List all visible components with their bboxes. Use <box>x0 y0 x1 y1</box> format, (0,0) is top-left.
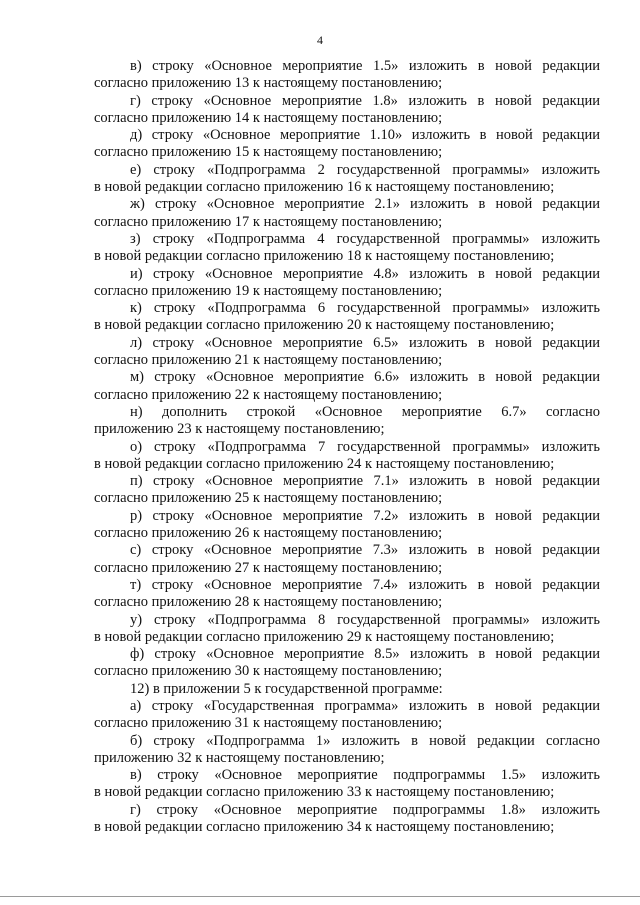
paragraph-line: у) строку «Подпрограмма 8 государственной программы» изложить <box>130 611 600 628</box>
paragraph-line: г) строку «Основное мероприятие 1.8» изложить в новой редакции <box>130 92 600 109</box>
paragraph-line: м) строку «Основное мероприятие 6.6» изложить в новой редакции <box>130 369 600 386</box>
paragraph-b <box>94 733 600 768</box>
paragraph-line: в новой редакции согласно приложению 18 к настоящему постановлению; <box>94 248 555 265</box>
paragraph-line: и) строку «Основное мероприятие 4.8» изложить в новой редакции <box>130 265 600 282</box>
paragraph-line: р) строку «Основное мероприятие 7.2» изложить в новой редакции <box>130 507 600 524</box>
paragraph-e <box>94 162 600 197</box>
paragraph-line: н) дополнить строкой «Основное мероприятие 6.7» согласно <box>130 403 600 420</box>
paragraph-line: г) строку «Основное мероприятие подпрограммы 1.8» изложить <box>130 801 600 818</box>
paragraph-line: п) строку «Основное мероприятие 7.1» изложить в новой редакции <box>130 473 600 490</box>
paragraph-line: в новой редакции согласно приложению 34 к настоящему постановлению; <box>94 819 555 836</box>
paragraph-line: в) строку «Основное мероприятие 1.5» изложить в новой редакции <box>130 58 600 74</box>
paragraph-v2 <box>94 767 600 802</box>
paragraph-k <box>94 300 600 335</box>
paragraph-line: согласно приложению 17 к настоящему постановлению; <box>94 213 443 230</box>
paragraph-line: согласно приложению 14 к настоящему постановлению; <box>94 109 443 126</box>
paragraph-p <box>94 473 600 508</box>
paragraph-line: 12) в приложении 5 к государственной программе: <box>130 680 443 697</box>
paragraph-line: в новой редакции согласно приложению 20 к настоящему постановлению; <box>94 317 555 334</box>
paragraph-line: согласно приложению 21 к настоящему постановлению; <box>94 352 443 369</box>
paragraph-line: в) строку «Основное мероприятие подпрограммы 1.5» изложить <box>130 767 600 784</box>
paragraph-u <box>94 612 600 647</box>
paragraph-line: в новой редакции согласно приложению 33 к настоящему постановлению; <box>94 784 555 801</box>
document-body <box>94 58 600 836</box>
paragraph-line: к) строку «Подпрограмма 6 государственной программы» изложить <box>130 300 600 317</box>
paragraph-s <box>94 542 600 577</box>
paragraph-line: в новой редакции согласно приложению 16 к настоящему постановлению; <box>94 179 555 196</box>
paragraph-line: согласно приложению 25 к настоящему постановлению; <box>94 490 443 507</box>
paragraph-line: ф) строку «Основное мероприятие 8.5» изложить в новой редакции <box>130 646 600 663</box>
scan-bottom-edge <box>0 896 640 897</box>
paragraph-g <box>94 93 600 128</box>
paragraph-line: с) строку «Основное мероприятие 7.3» изложить в новой редакции <box>130 542 600 559</box>
paragraph-line: согласно приложению 28 к настоящему постановлению; <box>94 594 443 611</box>
paragraph-line: в новой редакции согласно приложению 24 к настоящему постановлению; <box>94 455 555 472</box>
paragraph-line: з) строку «Подпрограмма 4 государственной программы» изложить <box>130 230 600 247</box>
paragraph-line: л) строку «Основное мероприятие 6.5» изложить в новой редакции <box>130 334 600 351</box>
paragraph-t <box>94 577 600 612</box>
paragraph-n <box>94 404 600 439</box>
paragraph-line: согласно приложению 13 к настоящему постановлению; <box>94 75 443 92</box>
paragraph-o <box>94 439 600 474</box>
paragraph-a <box>94 698 600 733</box>
paragraph-l <box>94 335 600 370</box>
paragraph-line: приложению 32 к настоящему постановлению; <box>94 749 385 766</box>
page-number: 4 <box>317 33 323 47</box>
paragraph-item-12 <box>94 681 600 698</box>
paragraph-line: т) строку «Основное мероприятие 7.4» изложить в новой редакции <box>130 576 600 593</box>
paragraph-z <box>94 231 600 266</box>
paragraph-m <box>94 369 600 404</box>
paragraph-d <box>94 127 600 162</box>
paragraph-line: б) строку «Подпрограмма 1» изложить в новой редакции согласно <box>130 732 600 749</box>
paragraph-r <box>94 508 600 543</box>
paragraph-f <box>94 646 600 681</box>
paragraph-line: согласно приложению 26 к настоящему постановлению; <box>94 525 443 542</box>
paragraph-v <box>94 58 600 93</box>
paragraph-line: о) строку «Подпрограмма 7 государственной программы» изложить <box>130 438 600 455</box>
paragraph-line: а) строку «Государственная программа» изложить в новой редакции <box>130 697 600 714</box>
paragraph-line: ж) строку «Основное мероприятие 2.1» изложить в новой редакции <box>130 196 600 213</box>
paragraph-line: согласно приложению 31 к настоящему постановлению; <box>94 715 443 732</box>
paragraph-line: согласно приложению 15 к настоящему постановлению; <box>94 144 443 161</box>
paragraph-zh <box>94 196 600 231</box>
paragraph-line: в новой редакции согласно приложению 29 к настоящему постановлению; <box>94 628 555 645</box>
paragraph-line: е) строку «Подпрограмма 2 государственной программы» изложить <box>130 161 600 178</box>
paragraph-g2 <box>94 802 600 837</box>
paragraph-line: согласно приложению 30 к настоящему постановлению; <box>94 663 443 680</box>
paragraph-line: согласно приложению 22 к настоящему постановлению; <box>94 386 443 403</box>
paragraph-line: д) строку «Основное мероприятие 1.10» изложить в новой редакции <box>130 127 600 144</box>
paragraph-line: согласно приложению 19 к настоящему постановлению; <box>94 282 443 299</box>
paragraph-i <box>94 266 600 301</box>
paragraph-line: согласно приложению 27 к настоящему постановлению; <box>94 559 443 576</box>
paragraph-line: приложению 23 к настоящему постановлению; <box>94 421 385 438</box>
